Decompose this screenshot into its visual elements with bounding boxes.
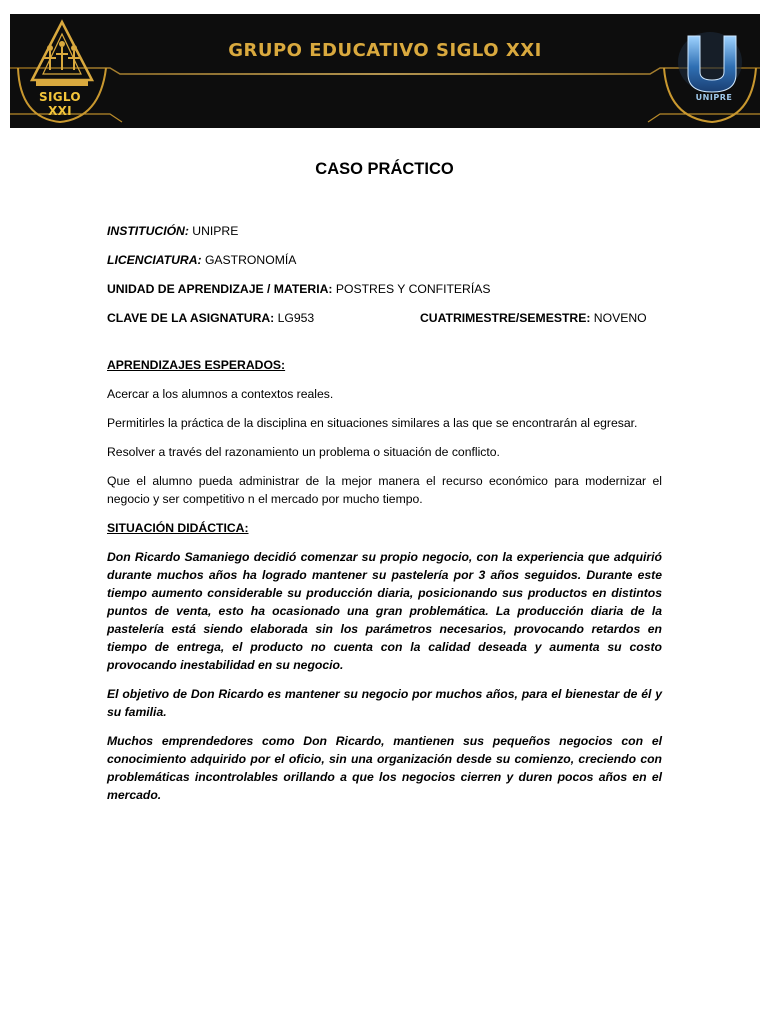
licenciatura-label: LICENCIATURA: <box>107 253 202 267</box>
banner-decoration <box>10 14 760 128</box>
institucion-value: UNIPRE <box>188 224 239 238</box>
aprendizaje-paragraph: Que el alumno pueda administrar de la mejor manera el recurso económico para modernizar el negocio y ser competitivo n el mercado por mucho tiempo. <box>107 474 662 506</box>
aprendizaje-paragraph: Permitirles la práctica de la disciplina en situaciones similares a las que se encontrarán al egresar. <box>107 416 638 430</box>
unidad-value: POSTRES Y CONFITERÍAS <box>332 282 491 296</box>
unipre-logo-text: UNIPRE <box>695 93 733 102</box>
document-body <box>107 160 662 815</box>
clave-label: CLAVE DE LA ASIGNATURA: <box>107 311 275 325</box>
situacion-paragraph: Don Ricardo Samaniego decidió comenzar su propio negocio, con la experiencia que adquirió durante muchos años ha logrado mantener su pastelería por 3 años seguidos. Durante este tiempo aumento considerable su producción diaria, posicionando sus productos en distintos puntos de venta, esto ha ocasionado una gran problemática. La producción diaria de la pastelería está siendo elaborada sin los parámetros necesarios, provocando retardos en tiempo de entrega, el producto no cuenta con la calidad deseada y aumenta su costo provocando inestabilidad en su negocio. <box>107 550 662 672</box>
cuatrimestre-label: CUATRIMESTRE/SEMESTRE: <box>420 311 591 325</box>
header-banner <box>10 14 760 128</box>
unidad-row <box>107 280 662 298</box>
aprendizaje-paragraph: Resolver a través del razonamiento un problema o situación de conflicto. <box>107 445 500 459</box>
clave-row <box>107 309 662 327</box>
aprendizaje-paragraph: Acercar a los alumnos a contextos reales. <box>107 387 334 401</box>
situacion-paragraph: El objetivo de Don Ricardo es mantener su negocio por muchos años, para el bienestar de él y su familia. <box>107 687 662 719</box>
institucion-row <box>107 222 662 240</box>
unidad-label: UNIDAD DE APRENDIZAJE / MATERIA: <box>107 282 333 296</box>
institucion-label: INSTITUCIÓN: <box>107 224 189 238</box>
cuatrimestre-cell <box>420 309 647 327</box>
cuatrimestre-value: NOVENO <box>590 311 647 325</box>
clave-value: LG953 <box>274 311 315 325</box>
situacion-paragraph: Muchos emprendedores como Don Ricardo, mantienen sus pequeños negocios con el conocimiento adquirido por el oficio, sin una organización desde su comienzo, creciendo con problemáticas incontrolables orillando a que los negocios cierren y duren pocos años en el mercado. <box>107 734 662 802</box>
situacion-heading: SITUACIÓN DIDÁCTICA: <box>107 521 249 535</box>
licenciatura-row <box>107 251 662 269</box>
siglo-xxi-logo-text: SIGLO XXI <box>39 90 81 118</box>
aprendizajes-heading: APRENDIZAJES ESPERADOS: <box>107 358 286 372</box>
clave-cell <box>107 309 420 327</box>
banner-title: GRUPO EDUCATIVO SIGLO XXI <box>228 40 542 61</box>
document-title: CASO PRÁCTICO <box>315 160 454 178</box>
licenciatura-value: GASTRONOMÍA <box>201 253 297 267</box>
